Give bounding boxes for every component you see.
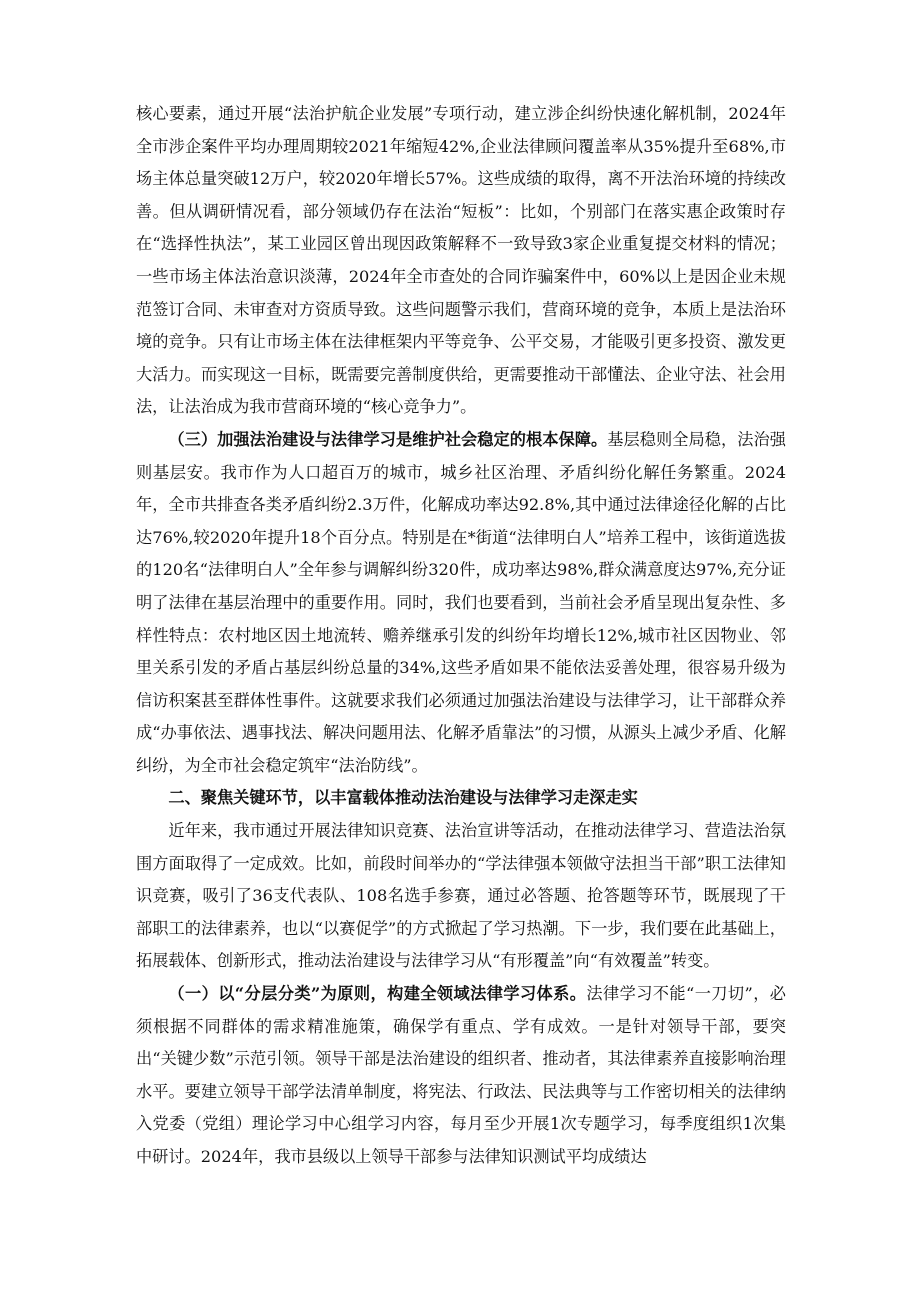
paragraph-layered-learning bbox=[136, 978, 786, 1174]
section-heading-2: 二、聚焦关键环节，以丰富载体推动法治建设与法律学习走深走实 bbox=[168, 788, 638, 808]
paragraph-body: 基层稳则全局稳，法治强则基层安。我市作为人口超百万的城市，城乡社区治理、矛盾纠纷化解任务繁重。2024年，全市共排查各类矛盾纠纷2.3万件，化解成功率达92.8%,其中通过法律途径化解的占比达76%,较2020年提升18个百分点。特别是在*街道“法律明白人”培养工程中，该街道选拔的120名“法律明白人”全年参与调解纠纷320件，成功率达98%,群众满意度达97%,充分证明了法律在基层治理中的重要作用。同时，我们也要看到，当前社会矛盾呈现出复杂性、多样性特点：农村地区因土地流转、赡养继承引发的纠纷年均增长12%,城市社区因物业、邻里关系引发的矛盾占基层纠纷总量的34%,这些矛盾如果不能依法妥善处理，很容易升级为信访积案甚至群体性事件。这就要求我们必须通过加强法治建设与法律学习，让干部群众养成“办事依法、遇事找法、解决问题用法、化解矛盾靠法”的习惯，从源头上减少矛盾、化解纠纷，为全市社会稳定筑牢“法治防线”。 bbox=[136, 429, 786, 775]
paragraph-recent-years: 近年来，我市通过开展法律知识竞赛、法治宣讲等活动，在推动法律学习、营造法治氛围方面取得了一定成效。比如，前段时间举办的“学法律强本领做守法担当干部”职工法律知识竞赛，吸引了36支代表队、108名选手参赛，通过必答题、抢答题等环节，既展现了干部职工的法律素养，也以“以赛促学”的方式掀起了学习热潮。下一步，我们要在此基础上，拓展载体、创新形式，推动法治建设与法律学习从“有形覆盖”向“有效覆盖”转变。 bbox=[136, 821, 786, 971]
subsection-heading-1: （一）以“分层分类”为原则，构建全领域法律学习体系。 bbox=[168, 984, 587, 1004]
document-page bbox=[136, 98, 786, 1174]
subsection-heading-3: （三）加强法治建设与法律学习是维护社会稳定的根本保障。 bbox=[168, 429, 608, 449]
paragraph-business-environment: 核心要素，通过开展“法治护航企业发展”专项行动，建立涉企纠纷快速化解机制，2024年全市涉企案件平均办理周期较2021年缩短42%,企业法律顾问覆盖率从35%提升至68%,市场主体总量突破12万户，较2020年增长57%。这些成绩的取得，离不开法治环境的持续改善。但从调研情况看，部分领域仍存在法治“短板”：比如，个别部门在落实惠企政策时存在“选择性执法”，某工业园区曾出现因政策解释不一致导致3家企业重复提交材料的情况；一些市场主体法治意识淡薄，2024年全市查处的合同诈骗案件中，60%以上是因企业未规范签订合同、未审查对方资质导致。这些问题警示我们，营商环境的竞争，本质上是法治环境的竞争。只有让市场主体在法律框架内平等竞争、公平交易，才能吸引更多投资、激发更大活力。而实现这一目标，既需要完善制度供给，更需要推动干部懂法、企业守法、社会用法，让法治成为我市营商环境的“核心竞争力”。 bbox=[136, 104, 786, 417]
paragraph-social-stability bbox=[136, 424, 786, 783]
paragraph-body: 法律学习不能“一刀切”，必须根据不同群体的需求精准施策，确保学有重点、学有成效。一是针对领导干部，要突出“关键少数”示范引领。领导干部是法治建设的组织者、推动者，其法律素养直接影响治理水平。要建立领导干部学法清单制度，将宪法、行政法、民法典等与工作密切相关的法律纳入党委（党组）理论学习中心组学习内容，每月至少开展1次专题学习，每季度组织1次集中研讨。2024年，我市县级以上领导干部参与法律知识测试平均成绩达 bbox=[136, 984, 786, 1166]
